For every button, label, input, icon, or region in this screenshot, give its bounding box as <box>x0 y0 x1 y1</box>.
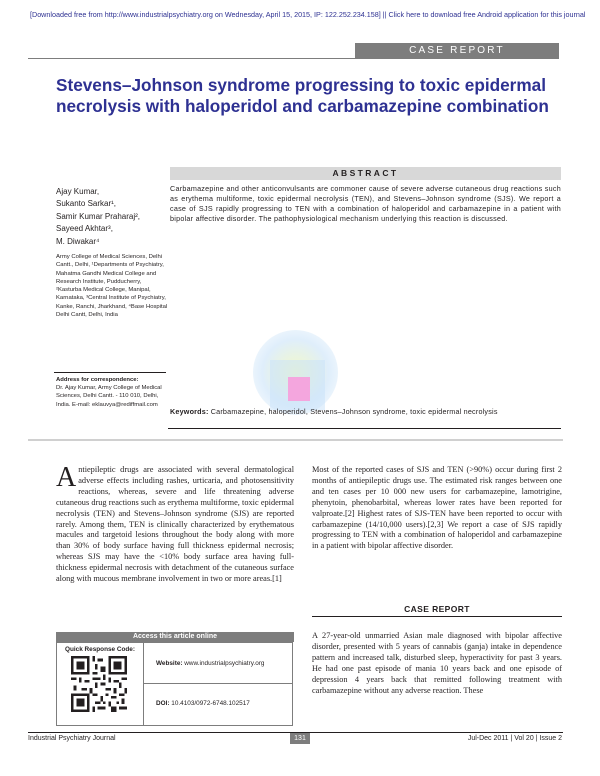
abstract-heading: ABSTRACT <box>170 167 561 180</box>
access-divider <box>143 683 293 684</box>
case-report-heading-rule <box>312 616 562 617</box>
drop-cap: A <box>56 462 77 493</box>
intro-text: ntiepileptic drugs are associated with several dermatological adverse effects including rashes, urticaria, and photosensitivity reactions, whereas, severe and life threatening adverse cutaneous drug reactions such as erythema multiforme, toxic epidermal necrolysis (TEN) and Stevens–Johnson syndrome (SJS) are reported rarely. Among them, TEN is clinically characterized by erythematous macules and targetoid lesions throughout the body along with more than 30% of body surface having full thickness epidermal necrosis; whereas SJS may have the <10% body surface area having full-thickness epidermal necrosis with detachment of the cutaneous surface along with mucous membrane involvement in two or more areas.[1] <box>56 465 294 584</box>
author-name: Sayeed Akhtar³, <box>56 224 113 234</box>
correspondence-rule <box>54 372 166 373</box>
download-banner[interactable]: [Downloaded free from http://www.industrialpsychiatry.org on Wednesday, April 15, 2015, IP: 122.252.234.158] || Click here to download free Android application for this journal <box>30 10 586 19</box>
author-name: Samir Kumar Praharaj², <box>56 211 141 221</box>
abstract-rule <box>168 428 561 429</box>
footer-issue: Jul-Dec 2011 | Vol 20 | Issue 2 <box>467 735 562 742</box>
right-paragraph-text: Most of the reported cases of SJS and TEN (>90%) occur during first 2 months of antiepileptic drugs use. The estimated risk ranges between one and ten cases per 10 000 new users for carbamazepine, lamotrigine, phenytoin, phenobarbital, whereas lower rates have been reported for valproate.[2] Highest rates of SJS-TEN have been reported to occur with carbamazepine (14/10,000 users).[2,3] We report a case of SJS rapidly progressing to TEN with a combination of haloperidol and carbamazepine in a patient with bipolar affective disorder. <box>312 465 562 551</box>
keywords-text: Carbamazepine, haloperidol, Stevens–Johnson syndrome, toxic epidermal necrolysis <box>208 407 498 416</box>
access-online-header: Access this article online <box>56 632 294 642</box>
author-name: M. Diwakar⁴ <box>56 236 100 246</box>
correspondence <box>56 376 168 409</box>
author-name: Ajay Kumar, <box>56 187 100 196</box>
correspondence-text: Dr. Ajay Kumar, Army College of Medical Sciences, Delhi Cantt. - 110 010, Delhi, India. E-mail: eklauvya@rediffmail.com <box>56 385 162 408</box>
keywords-label: Keywords: <box>170 407 209 416</box>
website-label: Website: <box>156 660 183 667</box>
qr-code-icon[interactable] <box>71 656 127 712</box>
website-link[interactable]: www.industrialpsychiatry.org <box>182 660 265 667</box>
article-title: Stevens–Johnson syndrome progressing to toxic epidermal necrolysis with haloperidol and carbamazepine combination <box>56 75 549 116</box>
right-column-paragraph <box>312 465 562 552</box>
footer-journal-name: Industrial Psychiatry Journal <box>28 735 116 742</box>
correspondence-label: Address for correspondence: <box>56 377 139 383</box>
author-name: Sukanto Sarkar¹, <box>56 199 117 209</box>
qr-code-label: Quick Response Code: <box>65 646 135 653</box>
section-rule <box>28 58 559 59</box>
case-report-paragraph: A 27-year-old unmarried Asian male diagnosed with bipolar affective disorder, presented with 5 years of cannabis (ganja) intake in dependence pattern and increased talk, disturbed sleep, hyperactivity for past 3 years. He had one past episode of mania 10 years back and one episode of depression 4 years back that remitted following treatment with carbamazepine without any adverse reaction. These <box>312 631 562 695</box>
doi-line <box>156 700 250 707</box>
footer-page-number: 131 <box>290 733 310 744</box>
abstract-text: Carbamazepine and other anticonvulsants are commoner cause of severe adverse cutaneous drug reactions such as erythema multiforme, toxic epidermal necrolysis (TEN), and Stevens–Johnson syndrome (SJS). We report a case of SJS rapidly progressing to TEN with a combination of haloperidol and carbamazepine in a patient with bipolar affective disorder. The pathophysiological mechanism underlying this reaction is discussed. <box>170 184 561 223</box>
doi-value: 10.4103/0972-6748.102517 <box>169 700 250 707</box>
access-divider <box>143 642 144 726</box>
website-line[interactable] <box>156 660 264 667</box>
case-report-heading-block <box>312 604 562 617</box>
author-list <box>56 186 164 248</box>
section-label: CASE REPORT <box>355 43 559 58</box>
intro-paragraph <box>56 462 294 585</box>
watermark-square <box>288 377 310 401</box>
keywords <box>170 407 561 417</box>
case-report-heading: CASE REPORT <box>404 604 470 614</box>
doi-label: DOI: <box>156 700 170 707</box>
affiliations: Army College of Medical Sciences, Delhi Cantt., Delhi, ¹Departments of Psychiatry, Mahatma Gandhi Medical College and Research Institute, Pudducherry, ²Kasturba Medical College, Manipal, Karnataka, ³Central Institute of Psychiatry, Kanke, Ranchi, Jharkhand, ⁴Base Hospital Delhi Cantt, Delhi, India <box>56 254 168 319</box>
body-separator <box>28 439 563 441</box>
